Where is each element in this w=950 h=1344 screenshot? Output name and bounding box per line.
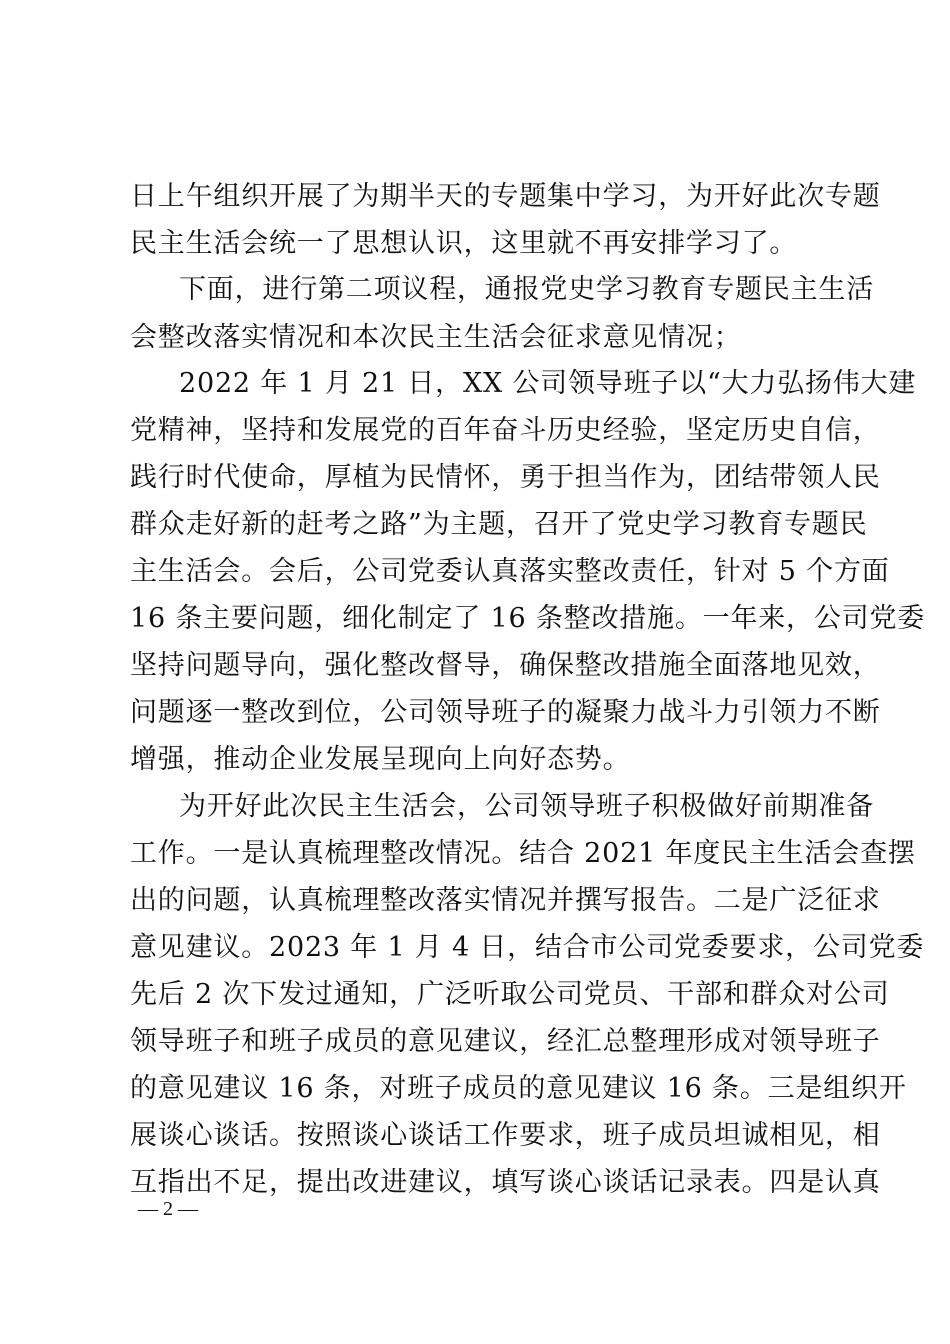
text-line: 群众走好新的赶考之路”为主题，召开了党史学习教育专题民 — [130, 509, 868, 540]
paragraph-start-line: 为开好此次民主生活会，公司领导班子积极做好前期准备 — [179, 791, 874, 822]
text-line: 互指出不足，提出改进建议，填写谈心谈话记录表。四是认真 — [130, 1167, 881, 1198]
text-line: 增强，推动企业发展呈现向上向好态势。 — [130, 744, 631, 775]
paragraph-start-line: 2022 年 1 月 21 日，XX 公司领导班子以“大力弘扬伟大建 — [179, 368, 917, 399]
text-line: 意见建议。2023 年 1 月 4 日，结合市公司党委要求，公司党委 — [130, 932, 925, 963]
text-line: 的意见建议 16 条，对班子成员的意见建议 16 条。三是组织开 — [130, 1073, 907, 1104]
text-line: 党精神，坚持和发展党的百年奋斗历史经验，坚定历史自信， — [130, 415, 881, 446]
text-line: 展谈心谈话。按照谈心谈话工作要求，班子成员坦诚相见，相 — [130, 1120, 881, 1151]
text-line: 践行时代使命，厚植为民情怀，勇于担当作为，团结带领人民 — [130, 462, 881, 493]
text-line: 坚持问题导向，强化整改督导，确保整改措施全面落地见效， — [130, 650, 881, 681]
text-line: 会整改落实情况和本次民主生活会征求意见情况； — [130, 322, 742, 353]
text-line: 领导班子和班子成员的意见建议，经汇总整理形成对领导班子 — [130, 1026, 881, 1057]
text-line: 日上午组织开展了为期半天的专题集中学习，为开好此次专题 — [130, 181, 881, 212]
page-number: — 2 — — [138, 1198, 198, 1220]
text-line: 主生活会。会后，公司党委认真落实整改责任，针对 5 个方面 — [130, 556, 890, 587]
text-line: 民主生活会统一了思想认识，这里就不再安排学习了。 — [130, 228, 798, 259]
text-line: 先后 2 次下发过通知，广泛听取公司党员、干部和群众对公司 — [130, 979, 890, 1010]
text-line: 问题逐一整改到位，公司领导班子的凝聚力战斗力引领力不断 — [130, 697, 881, 728]
paragraph-start-line: 下面，进行第二项议程，通报党史学习教育专题民主生活 — [179, 274, 874, 305]
text-line: 工作。一是认真梳理整改情况。结合 2021 年度民主生活会查摆 — [130, 838, 916, 869]
text-line: 出的问题，认真梳理整改落实情况并撰写报告。二是广泛征求 — [130, 885, 881, 916]
text-line: 16 条主要问题，细化制定了 16 条整改措施。一年来，公司党委 — [130, 603, 926, 634]
